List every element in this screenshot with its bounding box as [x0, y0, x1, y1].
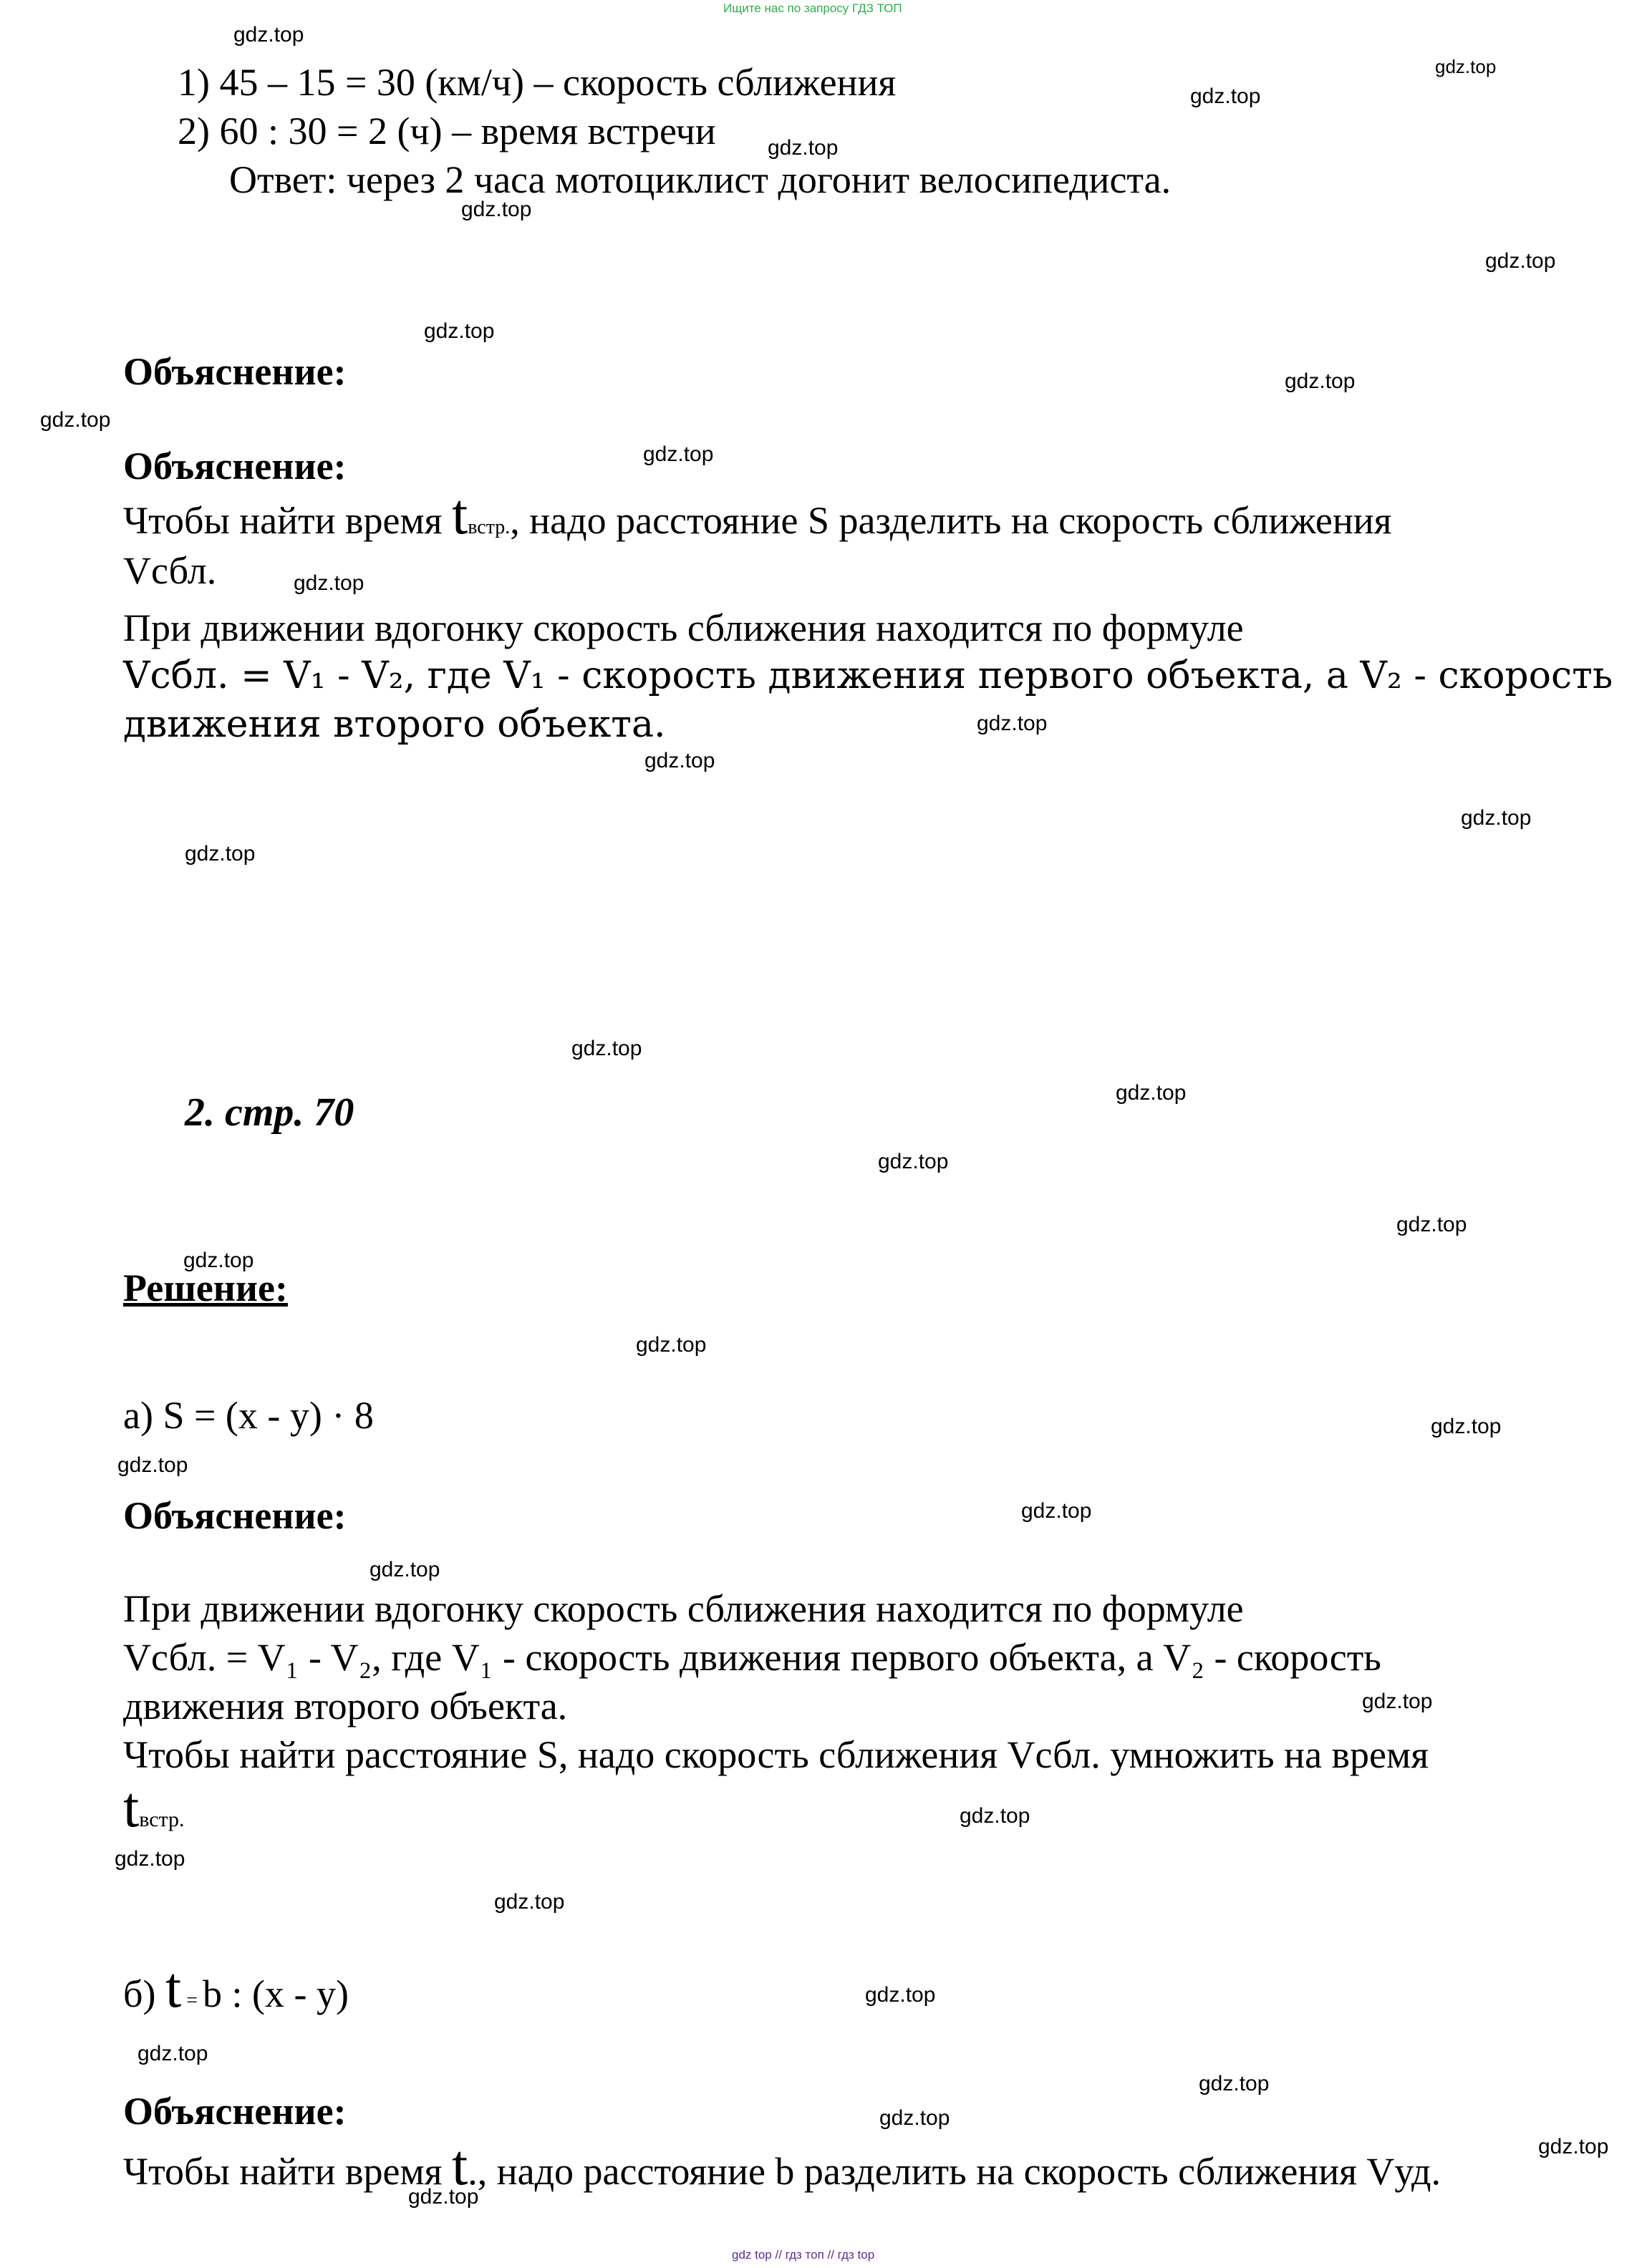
watermark: gdz.top	[1461, 806, 1532, 830]
watermark: gdz.top	[183, 1249, 254, 1272]
watermark: gdz.top	[40, 408, 111, 432]
text-span: Чтобы найти время	[123, 499, 452, 542]
explanation-line: При движении вдогонку скорость сближения находится по формуле	[123, 606, 1244, 649]
time-subscript: встр.	[139, 1808, 185, 1831]
watermark: gdz.top	[185, 842, 256, 866]
explanation-heading: Объяснение:	[123, 1494, 347, 1537]
watermark: gdz.top	[865, 1983, 936, 2007]
watermark: gdz.top	[571, 1037, 642, 1060]
watermark: gdz.top	[1285, 369, 1356, 393]
bottom-banner: gdz top // гдз топ // гдз top	[732, 2248, 875, 2262]
watermark: gdz.top	[1485, 249, 1556, 273]
watermark: gdz.top	[408, 2185, 479, 2209]
time-symbol-line	[123, 1775, 185, 1841]
explanation-heading: Объяснение:	[123, 445, 347, 488]
explanation-line: Vсбл.	[123, 549, 217, 592]
explanation-line: движения второго объекта.	[123, 1685, 568, 1727]
explanation-line: движения второго объекта.	[123, 703, 666, 746]
time-symbol: t	[451, 2134, 468, 2197]
watermark: gdz.top	[1435, 56, 1497, 77]
solution-heading: Решение:	[123, 1266, 288, 1309]
watermark: gdz.top	[878, 1150, 949, 1173]
watermark: gdz.top	[494, 1890, 565, 1914]
watermark: gdz.top	[879, 2106, 950, 2130]
text-span: b : (x - y)	[203, 1972, 349, 2015]
watermark: gdz.top	[1190, 84, 1261, 108]
task-title: 2. стр. 70	[185, 1090, 354, 1135]
time-symbol: t	[123, 1776, 140, 1839]
explanation-line: При движении вдогонку скорость сближения находится по формуле	[123, 1587, 1244, 1630]
watermark: gdz.top	[137, 2042, 208, 2065]
watermark: gdz.top	[1021, 1499, 1092, 1523]
watermark: gdz.top	[233, 23, 304, 47]
part-a-formula: а) S = (x - y) · 8	[123, 1394, 374, 1437]
solution-step-2: 2) 60 : 30 = 2 (ч) – время встречи	[178, 110, 716, 152]
time-subscript: встр.	[468, 516, 511, 538]
watermark: gdz.top	[1199, 2072, 1270, 2095]
watermark: gdz.top	[643, 442, 714, 466]
equals-sign: =	[181, 1990, 203, 2012]
formula-line: Vсбл. = V₁ - V₂, где V₁ - скорость движения первого объекта, а V₂ - скорость	[123, 654, 1613, 697]
explanation-line: Чтобы найти расстояние S, надо скорость сближения Vсбл. умножить на время	[123, 1733, 1429, 1776]
text-span: ., надо расстояние b разделить на скорость сближения Vуд.	[468, 2150, 1441, 2193]
watermark: gdz.top	[1396, 1213, 1467, 1236]
explanation-heading: Объяснение:	[123, 350, 347, 393]
watermark: gdz.top	[1362, 1690, 1433, 1713]
watermark: gdz.top	[960, 1804, 1030, 1828]
watermark: gdz.top	[424, 319, 495, 343]
explanation-line	[123, 483, 1392, 546]
watermark: gdz.top	[461, 198, 532, 221]
watermark: gdz.top	[370, 1558, 440, 1581]
watermark: gdz.top	[768, 136, 839, 160]
text-span: б)	[123, 1972, 165, 2015]
text-span: , надо расстояние S разделить на скорость сближения	[510, 499, 1392, 542]
watermark: gdz.top	[115, 1847, 185, 1871]
part-b-formula	[123, 1957, 349, 2020]
formula-line: Vсбл. = V₁ - V₂, где V₁ - скорость движения первого объекта, а V₂ - скорость	[123, 1636, 1381, 1679]
watermark: gdz.top	[644, 749, 715, 772]
text-span: Чтобы найти время	[123, 2150, 452, 2193]
watermark: gdz.top	[1116, 1081, 1187, 1105]
watermark: gdz.top	[636, 1333, 707, 1357]
watermark: gdz.top	[1431, 1415, 1502, 1438]
watermark: gdz.top	[977, 712, 1048, 735]
answer-line: Ответ: через 2 часа мотоциклист догонит велосипедиста.	[229, 158, 1172, 201]
explanation-heading: Объяснение:	[123, 2090, 347, 2133]
top-banner: Ищите нас по запросу ГДЗ ТОП	[723, 1, 902, 15]
watermark: gdz.top	[1538, 2135, 1609, 2158]
solution-step-1: 1) 45 – 15 = 30 (км/ч) – скорость сближения	[178, 61, 897, 104]
watermark: gdz.top	[294, 571, 364, 595]
time-symbol: t	[165, 1957, 182, 2020]
watermark: gdz.top	[117, 1453, 188, 1477]
time-symbol: t	[451, 483, 468, 546]
